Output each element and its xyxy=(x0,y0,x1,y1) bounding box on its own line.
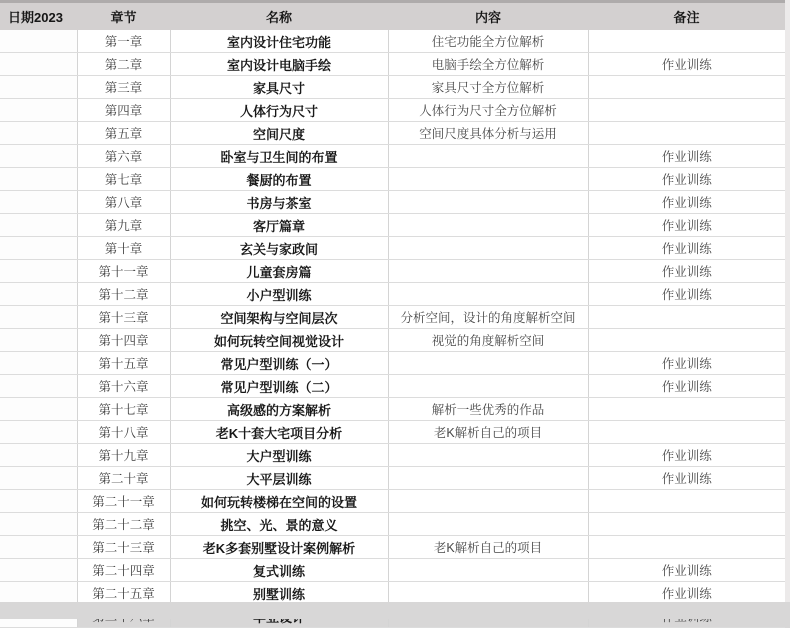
cell-remark: 作业训练 xyxy=(588,237,785,260)
cell-name: 空间尺度 xyxy=(170,122,388,145)
cell-date xyxy=(0,513,77,536)
syllabus-table xyxy=(0,3,785,628)
cell-name: 书房与茶室 xyxy=(170,191,388,214)
cell-remark xyxy=(588,122,785,145)
cell-content xyxy=(388,352,588,375)
cell-remark: 作业训练 xyxy=(588,582,785,605)
cell-remark: 作业训练 xyxy=(588,467,785,490)
cell-name: 常见户型训练（一） xyxy=(170,352,388,375)
table-row xyxy=(0,237,785,260)
cell-remark: 作业训练 xyxy=(588,214,785,237)
right-margin-strip xyxy=(785,0,790,602)
cell-remark: 作业训练 xyxy=(588,375,785,398)
cell-content xyxy=(388,260,588,283)
cell-chapter: 第四章 xyxy=(77,99,170,122)
cell-content: 视觉的角度解析空间 xyxy=(388,329,588,352)
cell-remark xyxy=(588,30,785,53)
table-row xyxy=(0,191,785,214)
cell-name: 家具尺寸 xyxy=(170,76,388,99)
cell-date xyxy=(0,559,77,582)
cell-name: 空间架构与空间层次 xyxy=(170,306,388,329)
cell-date xyxy=(0,375,77,398)
cell-content xyxy=(388,237,588,260)
cell-chapter: 第七章 xyxy=(77,168,170,191)
cell-name: 人体行为尺寸 xyxy=(170,99,388,122)
table-row xyxy=(0,30,785,53)
cell-name: 大户型训练 xyxy=(170,444,388,467)
cell-name: 室内设计住宅功能 xyxy=(170,30,388,53)
cell-chapter: 第十八章 xyxy=(77,421,170,444)
cell-remark xyxy=(588,421,785,444)
header-content: 内容 xyxy=(388,3,588,30)
cell-chapter: 第十九章 xyxy=(77,444,170,467)
cell-name: 餐厨的布置 xyxy=(170,168,388,191)
table-row xyxy=(0,352,785,375)
cell-content xyxy=(388,145,588,168)
cell-content xyxy=(388,283,588,306)
table-row xyxy=(0,168,785,191)
cell-content xyxy=(388,490,588,513)
cell-date xyxy=(0,191,77,214)
cell-content: 老K解析自己的项目 xyxy=(388,536,588,559)
cell-remark: 作业训练 xyxy=(588,283,785,306)
cell-name: 玄关与家政间 xyxy=(170,237,388,260)
cell-name: 客厅篇章 xyxy=(170,214,388,237)
table-row xyxy=(0,329,785,352)
cell-content: 分析空间，设计的角度解析空间 xyxy=(388,306,588,329)
cell-content xyxy=(388,467,588,490)
cell-name: 大平层训练 xyxy=(170,467,388,490)
cell-name: 室内设计电脑手绘 xyxy=(170,53,388,76)
cell-chapter: 第十章 xyxy=(77,237,170,260)
cell-remark xyxy=(588,76,785,99)
cell-remark: 作业训练 xyxy=(588,168,785,191)
table-row xyxy=(0,122,785,145)
cell-remark xyxy=(588,99,785,122)
cell-date xyxy=(0,490,77,513)
cell-remark xyxy=(588,490,785,513)
cell-chapter: 第十四章 xyxy=(77,329,170,352)
table-row xyxy=(0,260,785,283)
table-row xyxy=(0,513,785,536)
cell-name: 卧室与卫生间的布置 xyxy=(170,145,388,168)
table-row xyxy=(0,214,785,237)
cell-chapter: 第六章 xyxy=(77,145,170,168)
cell-date xyxy=(0,260,77,283)
cell-date xyxy=(0,122,77,145)
cell-remark: 作业训练 xyxy=(588,559,785,582)
cell-chapter: 第二十章 xyxy=(77,467,170,490)
header-remark: 备注 xyxy=(588,3,785,30)
cell-date xyxy=(0,76,77,99)
cell-content xyxy=(388,559,588,582)
cell-chapter: 第三章 xyxy=(77,76,170,99)
cell-remark: 作业训练 xyxy=(588,260,785,283)
cell-name: 别墅训练 xyxy=(170,582,388,605)
cell-content: 空间尺度具体分析与运用 xyxy=(388,122,588,145)
cell-name: 挑空、光、景的意义 xyxy=(170,513,388,536)
cell-date xyxy=(0,536,77,559)
cell-chapter: 第五章 xyxy=(77,122,170,145)
header-chapter: 章节 xyxy=(77,3,170,30)
cell-name: 老K多套别墅设计案例解析 xyxy=(170,536,388,559)
cell-chapter: 第十六章 xyxy=(77,375,170,398)
cell-remark xyxy=(588,536,785,559)
cell-name: 如何玩转楼梯在空间的设置 xyxy=(170,490,388,513)
cell-remark xyxy=(588,329,785,352)
cell-chapter: 第二十一章 xyxy=(77,490,170,513)
table-row xyxy=(0,306,785,329)
cell-content xyxy=(388,191,588,214)
cell-remark xyxy=(588,513,785,536)
cell-date xyxy=(0,168,77,191)
cell-chapter: 第一章 xyxy=(77,30,170,53)
table-row xyxy=(0,398,785,421)
cell-date xyxy=(0,329,77,352)
table-row xyxy=(0,283,785,306)
header-name: 名称 xyxy=(170,3,388,30)
cell-content xyxy=(388,375,588,398)
cell-date xyxy=(0,352,77,375)
cell-name: 如何玩转空间视觉设计 xyxy=(170,329,388,352)
cell-content: 家具尺寸全方位解析 xyxy=(388,76,588,99)
table-row xyxy=(0,99,785,122)
table-row xyxy=(0,467,785,490)
cell-remark: 作业训练 xyxy=(588,53,785,76)
cell-content: 解析一些优秀的作品 xyxy=(388,398,588,421)
cell-name: 老K十套大宅项目分析 xyxy=(170,421,388,444)
cell-remark xyxy=(588,306,785,329)
cell-date xyxy=(0,306,77,329)
cell-date xyxy=(0,421,77,444)
cell-chapter: 第十二章 xyxy=(77,283,170,306)
cell-name: 常见户型训练（二） xyxy=(170,375,388,398)
cell-date xyxy=(0,99,77,122)
cell-content: 电脑手绘全方位解析 xyxy=(388,53,588,76)
cell-chapter: 第十五章 xyxy=(77,352,170,375)
cell-content: 人体行为尺寸全方位解析 xyxy=(388,99,588,122)
cell-chapter: 第二十三章 xyxy=(77,536,170,559)
cell-chapter: 第二十四章 xyxy=(77,559,170,582)
header-date: 日期2023 xyxy=(0,3,77,30)
table-row xyxy=(0,76,785,99)
table-row xyxy=(0,490,785,513)
bottom-margin-strip xyxy=(0,602,790,619)
cell-date xyxy=(0,145,77,168)
table-row xyxy=(0,53,785,76)
cell-date xyxy=(0,53,77,76)
cell-content xyxy=(388,513,588,536)
cell-content xyxy=(388,214,588,237)
cell-date xyxy=(0,30,77,53)
cell-date xyxy=(0,237,77,260)
table-row xyxy=(0,421,785,444)
table-row xyxy=(0,444,785,467)
cell-chapter: 第八章 xyxy=(77,191,170,214)
cell-chapter: 第十七章 xyxy=(77,398,170,421)
cell-content xyxy=(388,168,588,191)
cell-chapter: 第二十五章 xyxy=(77,582,170,605)
cell-remark: 作业训练 xyxy=(588,352,785,375)
cell-remark: 作业训练 xyxy=(588,191,785,214)
cell-date xyxy=(0,283,77,306)
cell-content: 住宅功能全方位解析 xyxy=(388,30,588,53)
cell-chapter: 第十一章 xyxy=(77,260,170,283)
table-row xyxy=(0,145,785,168)
table-row xyxy=(0,375,785,398)
cell-name: 儿童套房篇 xyxy=(170,260,388,283)
cell-name: 复式训练 xyxy=(170,559,388,582)
cell-remark: 作业训练 xyxy=(588,145,785,168)
cell-chapter: 第九章 xyxy=(77,214,170,237)
cell-date xyxy=(0,398,77,421)
cell-remark: 作业训练 xyxy=(588,444,785,467)
cell-chapter: 第二十二章 xyxy=(77,513,170,536)
cell-name: 高级感的方案解析 xyxy=(170,398,388,421)
table-body xyxy=(0,30,785,628)
table-row xyxy=(0,559,785,582)
cell-content: 老K解析自己的项目 xyxy=(388,421,588,444)
cell-content xyxy=(388,444,588,467)
cell-date xyxy=(0,214,77,237)
cell-date xyxy=(0,467,77,490)
cell-name: 小户型训练 xyxy=(170,283,388,306)
table-row xyxy=(0,536,785,559)
header-row xyxy=(0,3,785,30)
cell-remark xyxy=(588,398,785,421)
cell-chapter: 第十三章 xyxy=(77,306,170,329)
cell-date xyxy=(0,444,77,467)
cell-chapter: 第二章 xyxy=(77,53,170,76)
